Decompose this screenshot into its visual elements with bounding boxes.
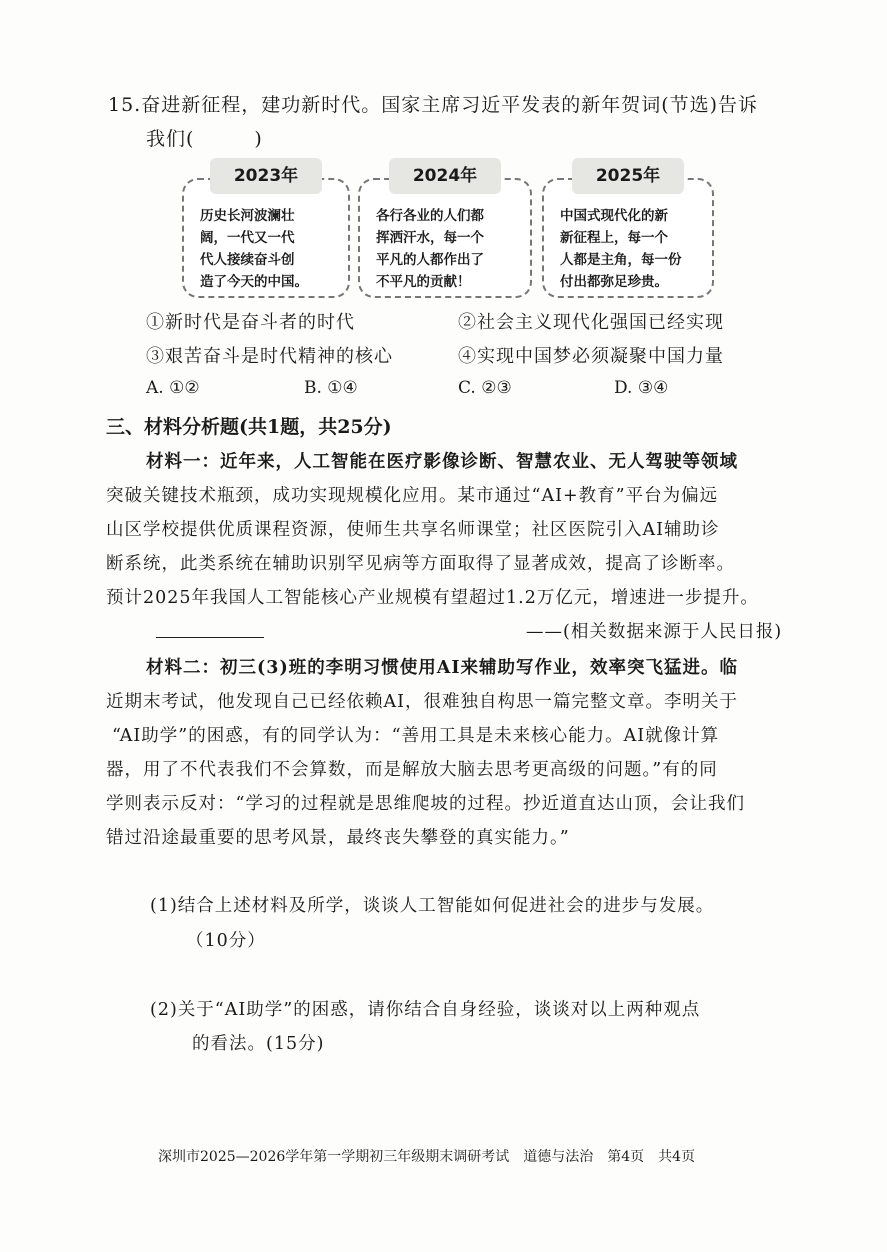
divider [156,637,264,638]
card-text-line: 代人接续奋斗创 [200,252,295,268]
card-year-label: 2024年 [389,158,501,194]
card-text-line: 人都是主角，每一份 [560,252,682,268]
material1-source: ——(相关数据来源于人民日报) [526,622,783,642]
material2-line: 错过沿途最重要的思考风景，最终丧失攀登的真实能力。” [106,828,570,848]
material2-line: 学则表示反对：“学习的过程就是思维爬坡的过程。抄近道直达山顶，会让我们 [106,794,745,814]
card-text-line: 新征程上，每一个 [560,230,668,246]
page-footer: 深圳市2025—2026学年第一学期初三年级期末调研考试 道德与法治 第4页 共4页 [158,1149,696,1165]
card-text-line: 历史长河波澜壮 [200,208,295,224]
choice-b: B. ①④ [304,378,358,398]
material2-line: 器，用了不代表我们不会算数，而是解放大脑去思考更高级的问题。”有的同 [106,760,718,780]
choice-c: C. ②③ [458,378,512,398]
card-2023 [182,166,350,298]
material1-line: 预计2025年我国人工智能核心产业规模有望超过1.2万亿元，增速进一步提升。 [106,588,759,608]
card-text-line: 挥洒汗水，每一个 [376,230,484,246]
question-15-line2: 我们( ) [146,128,263,150]
option-2: ②社会主义现代化强国已经实现 [458,312,724,333]
choice-a: A. ①② [146,378,200,398]
material1-line: 山区学校提供优质课程资源，使师生共享名师课堂；社区医院引入AI辅助诊 [106,520,720,540]
card-text-line: 各行各业的人们都 [376,208,484,224]
option-3: ③艰苦奋斗是时代精神的核心 [146,346,393,367]
card-text-line: 中国式现代化的新 [560,208,668,224]
card-year-label: 2025年 [572,158,684,194]
subquestion-2-line2: 的看法。(15分) [192,1034,325,1054]
card-text-line: 平凡的人都作出了 [376,252,484,268]
card-2024 [358,166,532,298]
card-year-label: 2023年 [210,158,322,194]
choice-d: D. ③④ [614,378,669,398]
subquestion-2-line1: (2)关于“AI助学”的困惑，请你结合自身经验，谈谈对以上两种观点 [150,1000,701,1020]
material2-line: “AI助学”的困惑，有的同学认为：“善用工具是未来核心能力。AI就像计算 [112,726,720,746]
question-15-line1: 15.奋进新征程，建功新时代。国家主席习近平发表的新年贺词(节选)告诉 [108,94,759,116]
card-text-line: 造了今天的中国。 [200,274,308,290]
card-text-line: 阔，一代又一代 [200,230,295,246]
option-4: ④实现中国梦必须凝聚中国力量 [458,346,724,367]
option-1: ①新时代是奋斗者的时代 [146,312,355,333]
subquestion-1-line1: (1)结合上述材料及所学，谈谈人工智能如何促进社会的进步与发展。 [150,896,715,916]
card-text-line: 不平凡的贡献！ [376,274,471,290]
material1-line: 材料一：近年来，人工智能在医疗影像诊断、智慧农业、无人驾驶等领域 [146,452,738,472]
material1-line: 突破关键技术瓶颈，成功实现规模化应用。某市通过“AI+教育”平台为偏远 [106,486,719,506]
material1-line: 断系统，此类系统在辅助识别罕见病等方面取得了显著成效，提高了诊断率。 [106,554,735,574]
section-title: 三、材料分析题(共1题，共25分) [106,416,392,438]
card-2025 [542,166,714,298]
material2-line: 材料二：初三(3)班的李明习惯使用AI来辅助写作业，效率突飞猛进。临 [146,658,738,678]
card-text-line: 付出都弥足珍贵。 [560,274,668,290]
subquestion-1-line2: （10分） [186,931,266,951]
material2-line: 近期末考试，他发现自己已经依赖AI，很难独自构思一篇完整文章。李明关于 [106,692,739,712]
